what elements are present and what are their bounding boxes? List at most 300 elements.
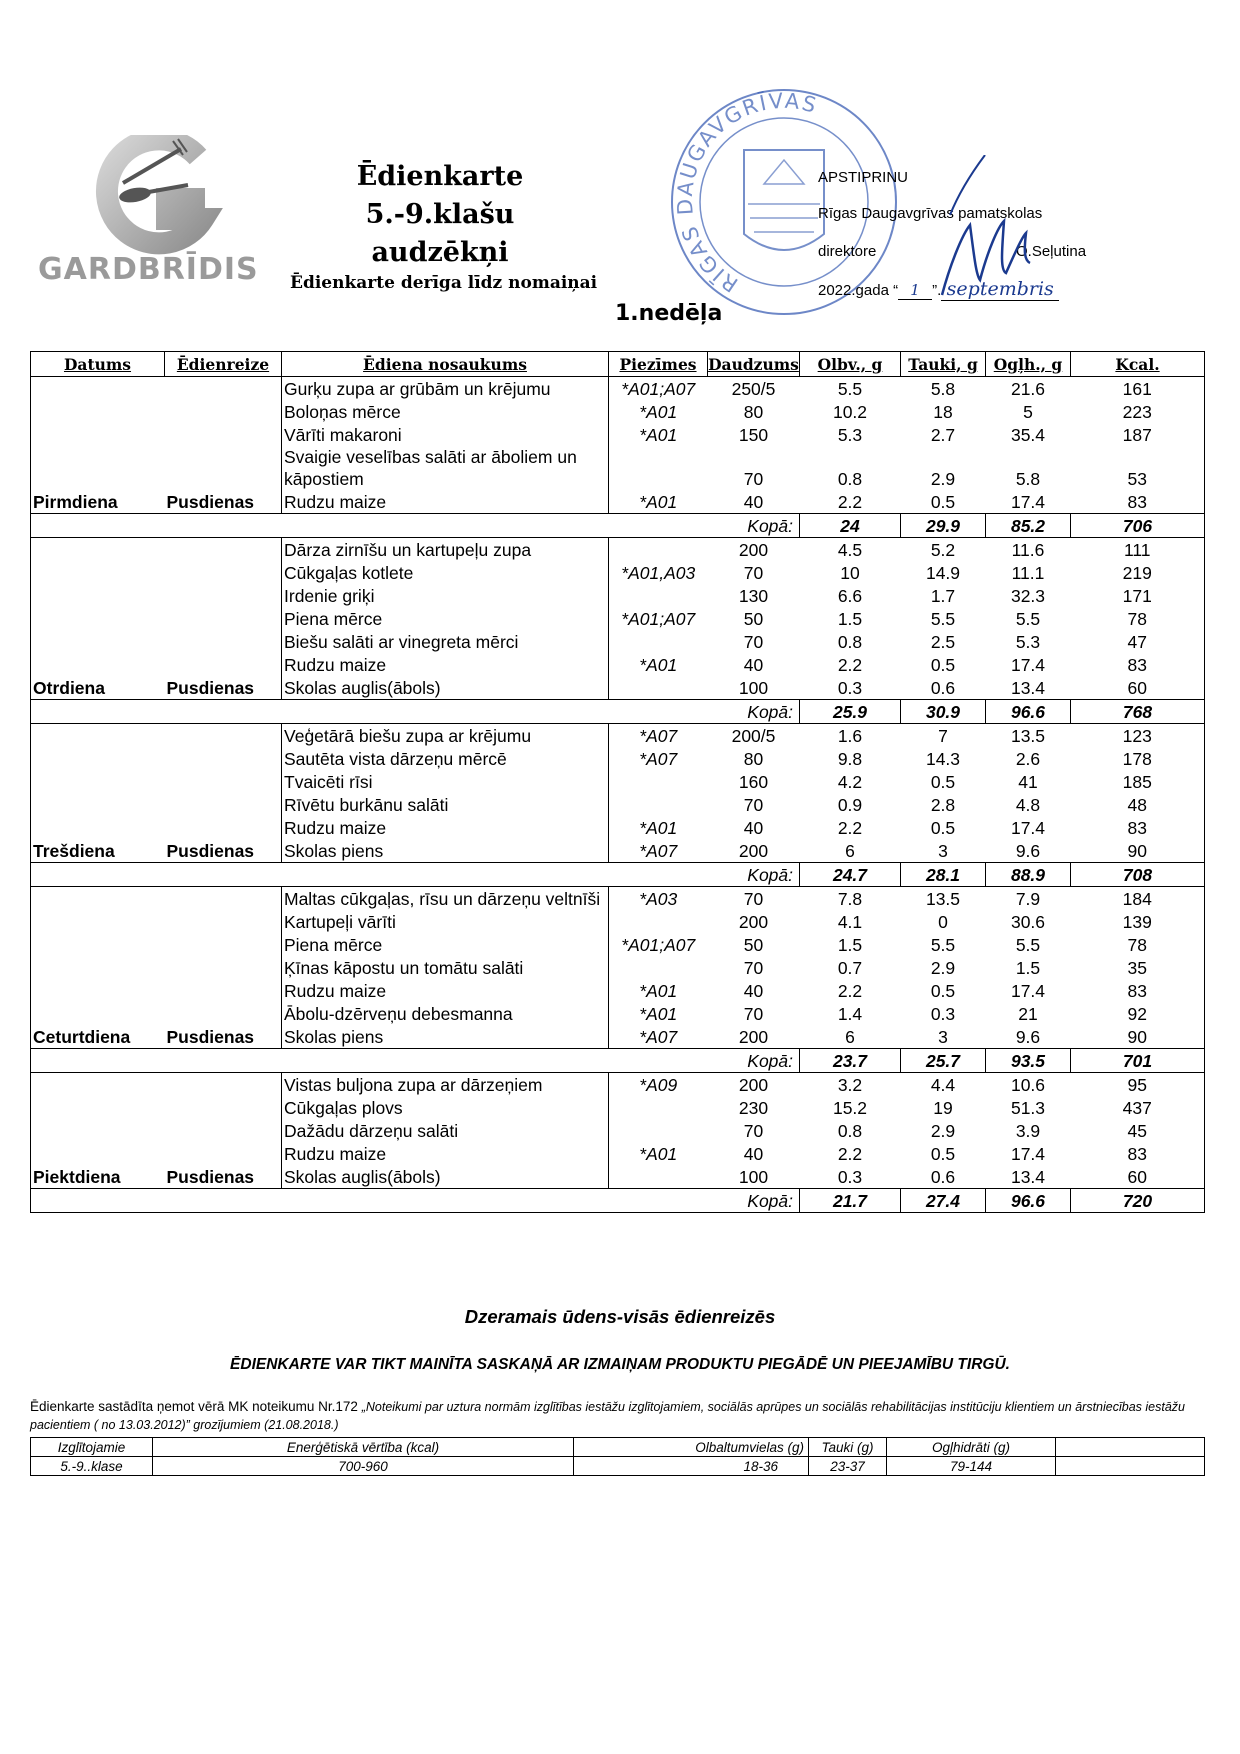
dish-note: *A01	[639, 655, 678, 675]
dish-fat: 0.5	[930, 1144, 956, 1164]
dish-carbs: 1.5	[1015, 958, 1041, 978]
day-name: Otrdiena	[33, 678, 105, 698]
dish-protein: 0.3	[837, 1167, 863, 1187]
dish-carbs: 30.6	[1010, 912, 1046, 932]
dish-note: *A07	[639, 749, 678, 769]
dish-name: Tvaicēti rīsi	[282, 770, 609, 793]
dish-name: Skolas piens	[282, 839, 609, 863]
dish-note: *A01;A07	[621, 609, 696, 629]
header-kcal: Kcal.	[1071, 352, 1205, 377]
dish-note: *A01	[639, 492, 678, 512]
header-notes: Piezīmes	[609, 352, 708, 377]
menu-row	[31, 377, 1205, 401]
dish-protein: 7.8	[837, 889, 863, 909]
dish-carbs: 4.8	[1015, 795, 1041, 815]
dish-quantity: 70	[743, 889, 764, 909]
dish-note: *A01	[639, 981, 678, 1001]
menu-row	[31, 538, 1205, 562]
dish-carbs: 51.3	[1010, 1098, 1046, 1118]
dish-kcal: 437	[1122, 1098, 1152, 1118]
total-label: Kopā:	[609, 514, 800, 538]
dish-note	[609, 584, 708, 607]
approval-date-month: septembris	[941, 278, 1059, 301]
dish-kcal: 90	[1127, 841, 1147, 861]
menu-table-container	[30, 351, 1204, 1213]
dish-fat: 1.7	[930, 586, 956, 606]
dish-quantity: 230	[738, 1098, 769, 1118]
total-label: Kopā:	[609, 863, 800, 887]
total-kcal: 768	[1071, 700, 1205, 724]
dish-kcal: 83	[1127, 981, 1147, 1001]
dish-protein: 5.3	[837, 425, 863, 445]
dish-name: Rudzu maize	[282, 653, 609, 676]
total-protein: 25.9	[800, 700, 901, 724]
norms-header-energy: Enerģētiskā vērtība (kcal)	[153, 1438, 574, 1457]
dish-kcal: 178	[1122, 749, 1152, 769]
menu-row	[31, 1073, 1205, 1097]
dish-note: *A03	[639, 889, 678, 909]
dish-carbs: 5.5	[1015, 609, 1041, 629]
total-row-gap	[282, 863, 609, 887]
dish-kcal: 187	[1122, 425, 1152, 445]
dish-fat: 5.2	[930, 540, 956, 560]
menu-row	[31, 724, 1205, 748]
dish-note: *A01	[639, 1144, 678, 1164]
dish-fat: 0.5	[930, 981, 956, 1001]
dish-note	[609, 676, 708, 700]
header-carbs: Ogļh., g	[986, 352, 1071, 377]
dish-kcal: 223	[1122, 402, 1152, 422]
dish-quantity: 150	[738, 425, 769, 445]
dish-fat: 2.7	[930, 425, 956, 445]
dish-fat: 0.6	[930, 1167, 956, 1187]
dish-name: Rudzu maize	[282, 1142, 609, 1165]
dish-quantity: 70	[743, 563, 764, 583]
regulation-note	[30, 1398, 1208, 1434]
total-row-gap	[282, 514, 609, 538]
dish-protein: 2.2	[837, 655, 863, 675]
dish-carbs: 5	[1023, 402, 1033, 422]
dish-name: Kartupeļi vārīti	[282, 910, 609, 933]
dish-quantity: 40	[743, 981, 764, 1001]
title-line-2: 5.-9.klašu audzēkņi	[365, 199, 515, 268]
norms-header-protein: Olbaltumvielas (g)	[574, 1438, 809, 1457]
total-row	[31, 700, 1205, 724]
total-fat: 30.9	[901, 700, 986, 724]
dish-note: *A01	[639, 1004, 678, 1024]
dish-carbs: 17.4	[1010, 492, 1046, 512]
dish-quantity: 80	[743, 402, 764, 422]
dish-name: Skolas auglis(ābols)	[282, 1165, 609, 1189]
dish-name: Irdenie griķi	[282, 584, 609, 607]
norms-table	[30, 1437, 1205, 1476]
dish-carbs: 5.8	[1015, 469, 1041, 489]
norms-protein: 18-36	[574, 1457, 809, 1476]
dish-name: Cūkgaļas kotlete	[282, 561, 609, 584]
approval-date-sep: ”.	[932, 282, 942, 299]
title-line-1: Ēdienkarte	[356, 161, 524, 192]
total-protein: 23.7	[800, 1049, 901, 1073]
menu-row	[31, 887, 1205, 911]
dish-quantity: 100	[738, 1167, 769, 1187]
total-row-blank	[31, 863, 282, 887]
dish-name: Boloņas mērce	[282, 400, 609, 423]
total-fat: 28.1	[901, 863, 986, 887]
norms-value-row	[31, 1457, 1205, 1476]
total-carbs: 96.6	[986, 700, 1071, 724]
dish-protein: 1.4	[837, 1004, 863, 1024]
dish-quantity: 50	[743, 935, 764, 955]
day-name: Ceturtdiena	[33, 1027, 131, 1047]
regulation-note-lead: Ēdienkarte sastādīta ņemot vērā MK noteikumu Nr.172	[30, 1399, 358, 1414]
dish-carbs: 10.6	[1010, 1075, 1046, 1095]
menu-body	[31, 377, 1205, 1213]
dish-quantity: 70	[743, 795, 764, 815]
dish-name: Maltas cūkgaļas, rīsu un dārzeņu veltnīši	[282, 887, 609, 911]
total-row	[31, 1049, 1205, 1073]
dish-note	[609, 793, 708, 816]
dish-quantity: 50	[743, 609, 764, 629]
header-dish: Ēdiena nosaukums	[282, 352, 609, 377]
dish-kcal: 185	[1122, 772, 1152, 792]
dish-kcal: 83	[1127, 818, 1147, 838]
total-carbs: 88.9	[986, 863, 1071, 887]
dish-protein: 1.6	[837, 726, 863, 746]
total-fat: 29.9	[901, 514, 986, 538]
dish-fat: 14.9	[925, 563, 961, 583]
dish-note	[609, 770, 708, 793]
total-row-gap	[282, 1049, 609, 1073]
dish-kcal: 92	[1127, 1004, 1147, 1024]
dish-carbs: 5.3	[1015, 632, 1041, 652]
dish-fat: 0.6	[930, 678, 956, 698]
dish-fat: 0	[938, 912, 948, 932]
norms-header-carbs: Ogļhidrāti (g)	[887, 1438, 1056, 1457]
dish-kcal: 219	[1122, 563, 1152, 583]
total-kcal: 708	[1071, 863, 1205, 887]
dish-protein: 6.6	[837, 586, 863, 606]
dish-note	[609, 1119, 708, 1142]
day-name: Trešdiena	[33, 841, 115, 861]
dish-name: Piena mērce	[282, 607, 609, 630]
dish-note	[609, 910, 708, 933]
dish-protein: 9.8	[837, 749, 863, 769]
dish-kcal: 184	[1122, 889, 1152, 909]
dish-carbs: 13.4	[1010, 678, 1046, 698]
dish-name: Ābolu-dzērveņu debesmanna	[282, 1002, 609, 1025]
week-label: 1.nedēļa	[615, 301, 723, 326]
total-row	[31, 1189, 1205, 1213]
dish-protein: 0.3	[837, 678, 863, 698]
dish-fat: 2.9	[930, 469, 956, 489]
dish-name: Gurķu zupa ar grūbām un krējumu	[282, 377, 609, 401]
dish-fat: 5.5	[930, 935, 956, 955]
gardbridis-logo	[28, 135, 293, 305]
dish-protein: 2.2	[837, 1144, 863, 1164]
dish-name: Skolas auglis(ābols)	[282, 676, 609, 700]
dish-kcal: 83	[1127, 1144, 1147, 1164]
dish-protein: 2.2	[837, 492, 863, 512]
meal-name: Pusdienas	[166, 678, 255, 698]
dish-fat: 5.8	[930, 379, 956, 399]
dish-name: Dārza zirnīšu un kartupeļu zupa	[282, 538, 609, 562]
dish-protein: 15.2	[832, 1098, 868, 1118]
dish-note: *A07	[639, 841, 678, 861]
meal-name: Pusdienas	[166, 492, 255, 512]
meal-name: Pusdienas	[166, 1167, 255, 1187]
norms-header-row	[31, 1438, 1205, 1457]
dish-carbs: 17.4	[1010, 655, 1046, 675]
dish-quantity: 160	[738, 772, 769, 792]
total-row	[31, 514, 1205, 538]
dish-protein: 4.5	[837, 540, 863, 560]
total-row	[31, 863, 1205, 887]
dish-carbs: 9.6	[1015, 841, 1041, 861]
dish-carbs: 35.4	[1010, 425, 1046, 445]
dish-carbs: 17.4	[1010, 1144, 1046, 1164]
dish-kcal: 95	[1127, 1075, 1147, 1095]
dish-carbs: 9.6	[1015, 1027, 1041, 1047]
dish-name: Rudzu maize	[282, 816, 609, 839]
dish-fat: 3	[938, 841, 948, 861]
dish-quantity: 40	[743, 655, 764, 675]
dish-note: *A01	[639, 425, 678, 445]
dish-carbs: 41	[1018, 772, 1038, 792]
dish-fat: 13.5	[925, 889, 961, 909]
dish-fat: 18	[933, 402, 953, 422]
dish-quantity: 70	[743, 469, 764, 489]
dish-protein: 0.9	[837, 795, 863, 815]
dish-fat: 3	[938, 1027, 948, 1047]
total-label: Kopā:	[609, 1189, 800, 1213]
approval-date-day: 1	[898, 281, 932, 300]
dish-fat: 0.5	[930, 655, 956, 675]
dish-kcal: 45	[1127, 1121, 1147, 1141]
dish-kcal: 48	[1127, 795, 1147, 815]
norms-header-empty	[1056, 1438, 1205, 1457]
dish-protein: 0.8	[837, 632, 863, 652]
dish-note: *A07	[639, 1027, 678, 1047]
dish-note	[609, 630, 708, 653]
dish-carbs: 32.3	[1010, 586, 1046, 606]
dish-quantity: 40	[743, 818, 764, 838]
dish-note: *A01;A07	[621, 935, 696, 955]
norms-header-group: Izglītojamie	[31, 1438, 153, 1457]
dish-carbs: 17.4	[1010, 818, 1046, 838]
dish-name: Vistas buljona zupa ar dārzeņiem	[282, 1073, 609, 1097]
dish-quantity: 200	[738, 1027, 769, 1047]
dish-note	[609, 956, 708, 979]
brand-name: GARDBRĪDIS	[38, 252, 259, 287]
dish-kcal: 83	[1127, 492, 1147, 512]
dish-kcal: 60	[1127, 678, 1147, 698]
total-protein: 24.7	[800, 863, 901, 887]
norms-energy: 700-960	[153, 1457, 574, 1476]
dish-carbs: 7.9	[1015, 889, 1041, 909]
dish-note: *A01	[639, 402, 678, 422]
dish-protein: 1.5	[837, 609, 863, 629]
total-row-gap	[282, 700, 609, 724]
dish-name: Piena mērce	[282, 933, 609, 956]
dish-protein: 10.2	[832, 402, 868, 422]
dish-name: Vārīti makaroni	[282, 423, 609, 446]
dish-carbs: 13.4	[1010, 1167, 1046, 1187]
dish-fat: 14.3	[925, 749, 961, 769]
dish-fat: 0.5	[930, 492, 956, 512]
dish-kcal: 53	[1127, 469, 1147, 489]
dish-note: *A01,A03	[621, 563, 696, 583]
dish-carbs: 21	[1018, 1004, 1038, 1024]
header-protein: Olbv., g	[800, 352, 901, 377]
dish-name: Biešu salāti ar vinegreta mērci	[282, 630, 609, 653]
total-row-gap	[282, 1189, 609, 1213]
dish-note	[609, 446, 708, 490]
meal-name: Pusdienas	[166, 1027, 255, 1047]
norms-group: 5.-9..klase	[31, 1457, 153, 1476]
dish-fat: 0.5	[930, 772, 956, 792]
dish-fat: 2.9	[930, 1121, 956, 1141]
dish-quantity: 200/5	[731, 726, 776, 746]
menu-table	[30, 351, 1205, 1213]
dish-quantity: 70	[743, 958, 764, 978]
norms-carbs: 79-144	[887, 1457, 1056, 1476]
dish-kcal: 83	[1127, 655, 1147, 675]
dish-protein: 10	[840, 563, 860, 583]
total-kcal: 701	[1071, 1049, 1205, 1073]
dish-quantity: 70	[743, 1004, 764, 1024]
norms-fat: 23-37	[809, 1457, 887, 1476]
dish-note: *A09	[639, 1075, 678, 1095]
dish-note	[609, 1165, 708, 1189]
dish-quantity: 250/5	[731, 379, 776, 399]
dish-kcal: 78	[1127, 935, 1147, 955]
dish-quantity: 200	[738, 1075, 769, 1095]
dish-kcal: 47	[1127, 632, 1147, 652]
dish-fat: 0.5	[930, 818, 956, 838]
day-name: Piektdiena	[33, 1167, 121, 1187]
dish-quantity: 40	[743, 1144, 764, 1164]
dish-quantity: 200	[738, 912, 769, 932]
dish-name: Cūkgaļas plovs	[282, 1096, 609, 1119]
dish-quantity: 100	[738, 678, 769, 698]
dish-fat: 0.3	[930, 1004, 956, 1024]
dish-carbs: 5.5	[1015, 935, 1041, 955]
dish-note	[609, 538, 708, 562]
dish-note: *A07	[639, 726, 678, 746]
total-row-blank	[31, 1049, 282, 1073]
dish-protein: 4.1	[837, 912, 863, 932]
dish-name: Rīvētu burkānu salāti	[282, 793, 609, 816]
dish-name: Veģetārā biešu zupa ar krējumu	[282, 724, 609, 748]
dish-name: Rudzu maize	[282, 490, 609, 514]
dish-protein: 0.8	[837, 1121, 863, 1141]
dish-fat: 5.5	[930, 609, 956, 629]
header-date: Datums	[31, 352, 165, 377]
dish-name: Ķīnas kāpostu un tomātu salāti	[282, 956, 609, 979]
approval-date-prefix: 2022.gada “	[818, 282, 899, 299]
dish-kcal: 60	[1127, 1167, 1147, 1187]
dish-kcal: 78	[1127, 609, 1147, 629]
header-meal: Ēdienreize	[165, 352, 282, 377]
fork-spoon-logo-icon	[93, 135, 223, 255]
dish-kcal: 111	[1123, 540, 1151, 560]
total-label: Kopā:	[609, 1049, 800, 1073]
regulation-note-italic: „Noteikumi par uztura normām izglītības iestāžu izglītojamiem, sociālās aprūpes un sociālās rehabilitācijas institūciju klientiem un ārstniecības iestāžu pacientiem ( no 13.03.2012)” grozījumiem (21.08.2018.)	[30, 1400, 1185, 1432]
header-quantity: Daudzums	[708, 352, 800, 377]
total-kcal: 706	[1071, 514, 1205, 538]
approval-school: Rīgas Daugavgrīvas pamatskolas	[818, 205, 1043, 222]
norms-empty	[1056, 1457, 1205, 1476]
dish-fat: 2.5	[930, 632, 956, 652]
total-kcal: 720	[1071, 1189, 1205, 1213]
dish-protein: 5.5	[837, 379, 863, 399]
dish-fat: 7	[938, 726, 948, 746]
dish-protein: 1.5	[837, 935, 863, 955]
header-fat: Tauki, g	[901, 352, 986, 377]
total-label: Kopā:	[609, 700, 800, 724]
total-carbs: 85.2	[986, 514, 1071, 538]
dish-protein: 3.2	[837, 1075, 863, 1095]
dish-carbs: 13.5	[1010, 726, 1046, 746]
dish-fat: 2.8	[930, 795, 956, 815]
dish-fat: 4.4	[930, 1075, 956, 1095]
dish-protein: 0.7	[837, 958, 863, 978]
dish-quantity: 130	[738, 586, 769, 606]
dish-carbs: 11.6	[1011, 540, 1045, 560]
dish-kcal: 139	[1122, 912, 1152, 932]
dish-kcal: 171	[1122, 586, 1152, 606]
dish-name: Skolas piens	[282, 1025, 609, 1049]
dish-name: Rudzu maize	[282, 979, 609, 1002]
stamp-ring-text: RĪGAS DAUGAVGRĪVAS	[672, 88, 821, 297]
total-fat: 27.4	[901, 1189, 986, 1213]
dish-carbs: 2.6	[1015, 749, 1041, 769]
dish-note	[609, 1096, 708, 1119]
dish-carbs: 3.9	[1015, 1121, 1041, 1141]
dish-quantity: 70	[743, 632, 764, 652]
total-row-blank	[31, 1189, 282, 1213]
dish-kcal: 35	[1127, 958, 1147, 978]
total-carbs: 96.6	[986, 1189, 1071, 1213]
change-notice: ĒDIENKARTE VAR TIKT MAINĪTA SASKAŅĀ AR IZMAIŅAM PRODUKTU PIEGĀDĒ UN PIEEJAMĪBU TIRGŪ.	[230, 1356, 1010, 1373]
total-row-blank	[31, 514, 282, 538]
dish-quantity: 200	[738, 540, 769, 560]
dish-quantity: 200	[738, 841, 769, 861]
dish-note: *A01;A07	[621, 379, 696, 399]
total-row-blank	[31, 700, 282, 724]
water-note: Dzeramais ūdens-visās ēdienreizēs	[464, 1306, 776, 1327]
dish-carbs: 21.6	[1010, 379, 1046, 399]
validity-note: Ēdienkarte derīga līdz nomaiņai	[290, 273, 598, 293]
norms-header-fat: Tauki (g)	[809, 1438, 887, 1457]
dish-protein: 0.8	[837, 469, 863, 489]
dish-carbs: 11.1	[1011, 563, 1045, 583]
dish-kcal: 123	[1122, 726, 1152, 746]
total-fat: 25.7	[901, 1049, 986, 1073]
approval-signer-name: O.Seļutina	[1016, 243, 1087, 260]
dish-protein: 6	[845, 841, 855, 861]
dish-kcal: 90	[1127, 1027, 1147, 1047]
director-signature-icon	[940, 155, 1080, 305]
dish-protein: 4.2	[837, 772, 863, 792]
dish-name: Dažādu dārzeņu salāti	[282, 1119, 609, 1142]
approval-title: APSTIPRINU	[818, 169, 909, 186]
dish-quantity: 70	[743, 1121, 764, 1141]
menu-header-row	[31, 352, 1205, 377]
dish-fat: 19	[933, 1098, 953, 1118]
dish-note: *A01	[639, 818, 678, 838]
total-carbs: 93.5	[986, 1049, 1071, 1073]
